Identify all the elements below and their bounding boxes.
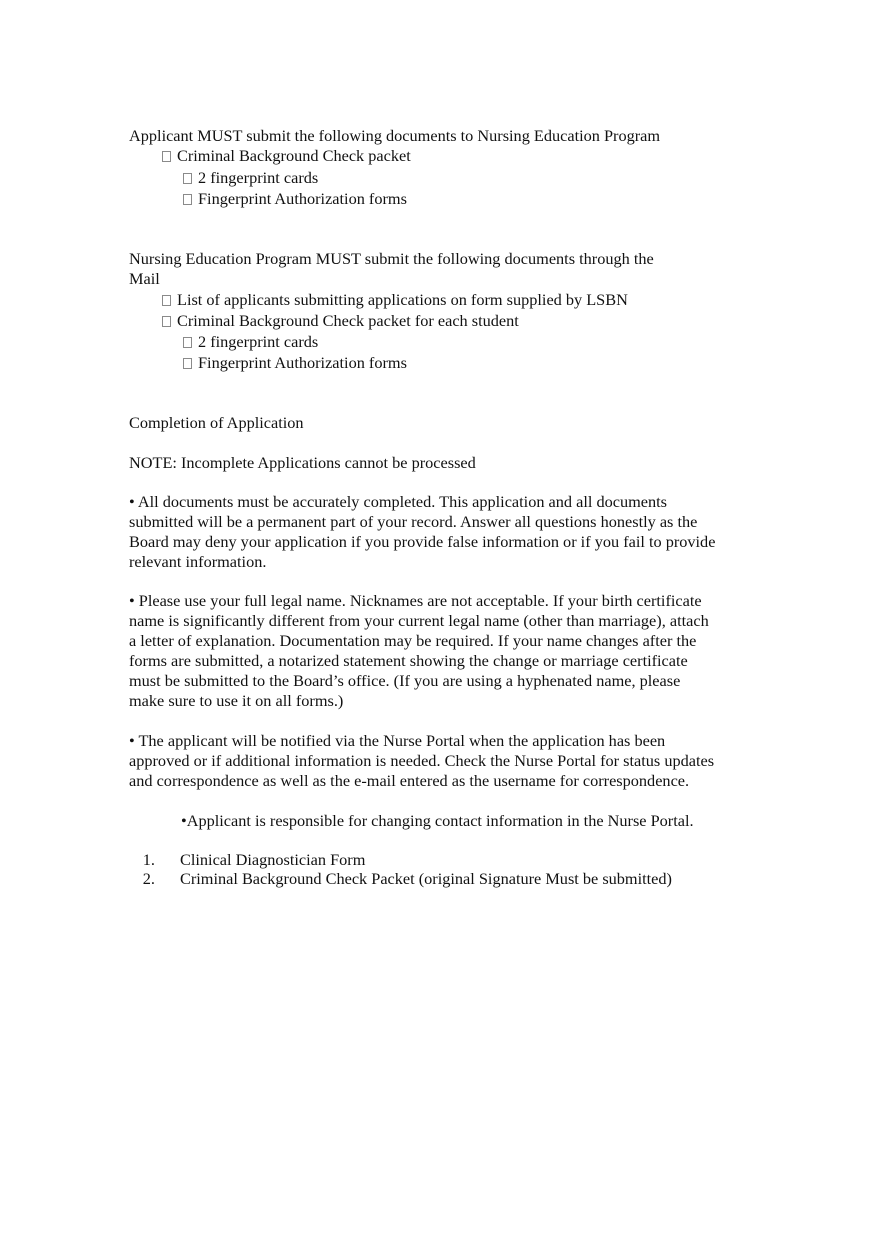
paragraph-line: a letter of explanation. Documentation may be required. If your name changes after the xyxy=(129,631,697,650)
item-label: Criminal Background Check packet for each student xyxy=(177,311,519,330)
list-number: 2. xyxy=(142,869,155,888)
paragraph-line: and correspondence as well as the e-mail entered as the username for correspondence. xyxy=(129,771,690,790)
numbered-list-item xyxy=(129,869,672,889)
section2-subitem xyxy=(183,332,318,352)
checkbox-icon xyxy=(162,316,171,327)
section2-heading-line2: Mail xyxy=(129,269,160,288)
section1-heading: Applicant MUST submit the following documents to Nursing Education Program xyxy=(129,126,661,145)
item-label: List of applicants submitting applications on form supplied by LSBN xyxy=(177,290,628,309)
section1-item xyxy=(162,146,411,166)
list-number: 1. xyxy=(142,850,155,869)
paragraph-line: must be submitted to the Board’s office. (If you are using a hyphenated name, please xyxy=(129,671,681,690)
sub-bullet-contact-info: •Applicant is responsible for changing contact information in the Nurse Portal. xyxy=(181,811,694,830)
completion-heading: Completion of Application xyxy=(129,413,304,432)
item-label: Criminal Background Check packet xyxy=(177,146,411,165)
item-label: Fingerprint Authorization forms xyxy=(198,353,407,372)
bullet-paragraph-documents xyxy=(129,492,759,572)
section1-subitem xyxy=(183,189,407,209)
checkbox-icon xyxy=(162,295,171,306)
numbered-list-item xyxy=(129,850,365,870)
section2-heading-line1: Nursing Education Program MUST submit the following documents through the xyxy=(129,249,654,268)
item-label: Fingerprint Authorization forms xyxy=(198,189,407,208)
paragraph-line: relevant information. xyxy=(129,552,267,571)
paragraph-line: Board may deny your application if you provide false information or if you fail to provide xyxy=(129,532,716,551)
checkbox-icon xyxy=(183,194,192,205)
item-label: 2 fingerprint cards xyxy=(198,332,319,351)
paragraph-line: make sure to use it on all forms.) xyxy=(129,691,344,710)
checkbox-icon xyxy=(183,358,192,369)
section2-item xyxy=(162,290,628,310)
checkbox-icon xyxy=(183,173,192,184)
section2-item xyxy=(162,311,519,331)
section1-subitem xyxy=(183,168,318,188)
item-label: Criminal Background Check Packet (original Signature Must be submitted) xyxy=(180,869,672,888)
bullet-paragraph-notification xyxy=(129,731,759,791)
paragraph-line: name is significantly different from your current legal name (other than marriage), attach xyxy=(129,611,709,630)
checkbox-icon xyxy=(183,337,192,348)
item-label: Clinical Diagnostician Form xyxy=(180,850,366,869)
paragraph-line: • The applicant will be notified via the Nurse Portal when the application has been xyxy=(129,731,666,750)
paragraph-line: • Please use your full legal name. Nicknames are not acceptable. If your birth certificate xyxy=(129,591,702,610)
paragraph-line: • All documents must be accurately completed. This application and all documents xyxy=(129,492,668,511)
checkbox-icon xyxy=(162,151,171,162)
note-text: NOTE: Incomplete Applications cannot be processed xyxy=(129,453,476,472)
paragraph-line: approved or if additional information is needed. Check the Nurse Portal for status updates xyxy=(129,751,715,770)
paragraph-line: forms are submitted, a notarized statement showing the change or marriage certificate xyxy=(129,651,688,670)
item-label: 2 fingerprint cards xyxy=(198,168,319,187)
paragraph-line: submitted will be a permanent part of your record. Answer all questions honestly as the xyxy=(129,512,698,531)
section2-subitem xyxy=(183,353,407,373)
bullet-paragraph-legal-name xyxy=(129,591,759,711)
